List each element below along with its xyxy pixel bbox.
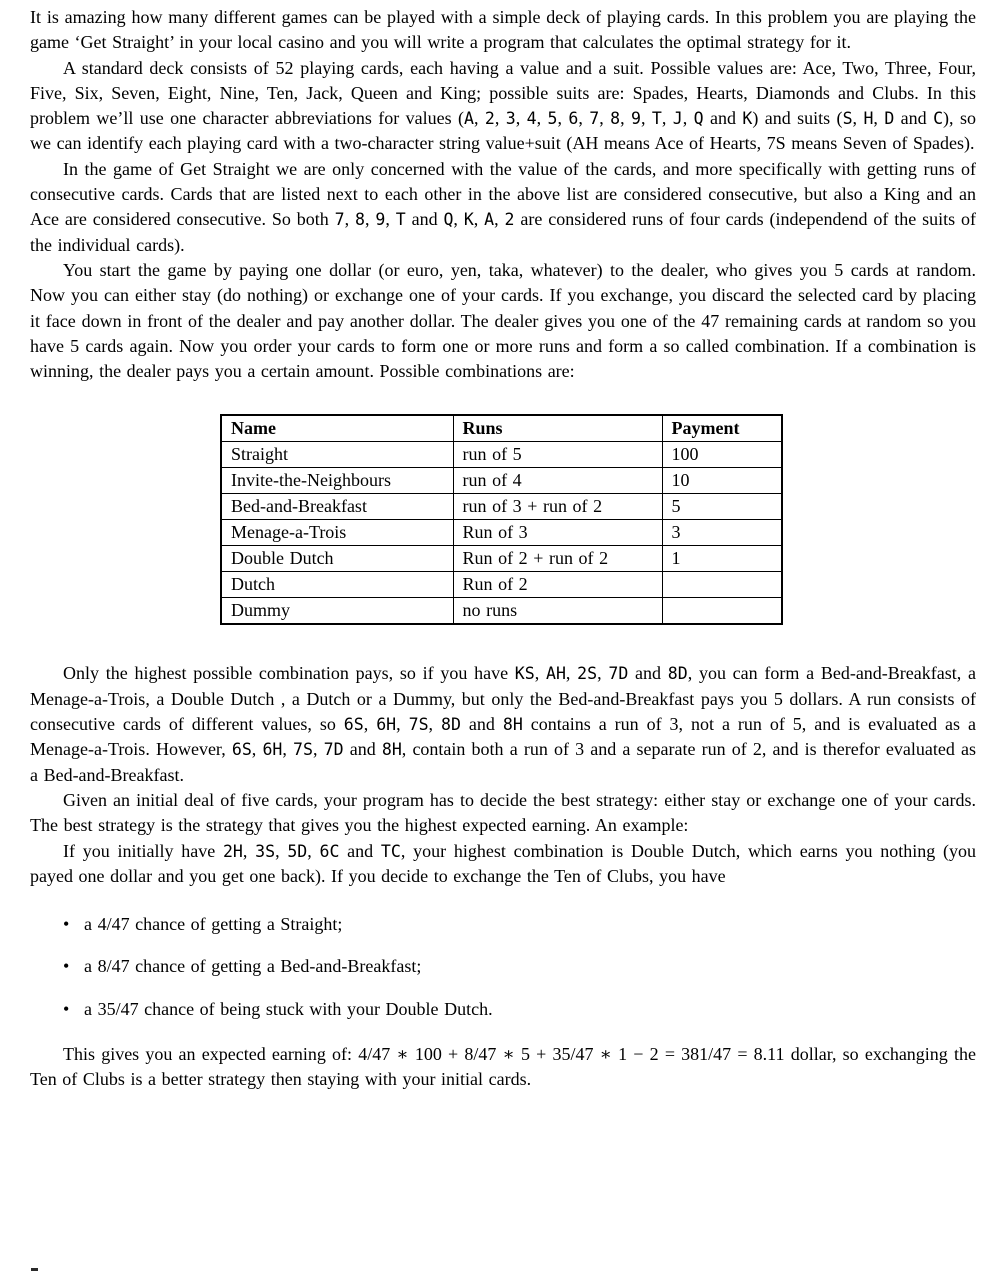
cell-runs: no runs xyxy=(453,598,662,625)
card-code: K xyxy=(742,109,753,129)
card-code: 8H xyxy=(381,740,402,760)
text-run: , xyxy=(344,209,356,230)
card-code: 3 xyxy=(505,109,516,129)
card-code: S xyxy=(842,109,853,129)
text-run: Only the highest possible combination pays, so if you have xyxy=(63,663,515,684)
card-code: 5D xyxy=(287,841,308,861)
card-code: 9 xyxy=(631,109,641,129)
text-run: , xyxy=(494,108,506,129)
clipped-next-section-glyph xyxy=(31,1268,38,1271)
card-code: 2 xyxy=(484,109,495,129)
text-run: , xyxy=(852,108,864,129)
list-item: • a 35/47 chance of being stuck with your Double Dutch. xyxy=(30,997,976,1022)
cell-name: Straight xyxy=(221,442,453,468)
text-run: In the game of Get Straight we are only concerned with the value of the cards, and more specifically with getting runs of consecutive cards. Cards that are listed next to each other in the above list are considered consecutive, but also a King and an Ace are considered consecutive. So both xyxy=(30,158,976,230)
text-run: , xyxy=(363,714,377,735)
card-code: 2 xyxy=(504,210,515,230)
text-run: , xyxy=(453,209,464,230)
cell-name: Invite-the-Neighbours xyxy=(221,468,453,494)
cell-payment: 3 xyxy=(662,520,782,546)
card-code: 6S xyxy=(231,740,252,760)
text-run: and xyxy=(460,714,503,735)
card-code: 2H xyxy=(222,841,243,861)
cell-payment xyxy=(662,598,782,625)
text-run: , xyxy=(578,108,590,129)
text-run: , xyxy=(536,108,548,129)
card-code: 3S xyxy=(255,841,276,861)
text-run: , xyxy=(364,209,376,230)
card-code: 5 xyxy=(547,109,558,129)
card-code: 8D xyxy=(441,715,461,735)
text-run: and xyxy=(628,663,668,684)
text-run: , xyxy=(494,209,505,230)
text-run: , xyxy=(873,108,885,129)
card-code: 4 xyxy=(526,109,537,129)
text-run: Given an initial deal of five cards, your program has to decide the best strategy: either stay or exchange one of your cards. The best strategy is the strategy that gives you the highest expected earning. An example: xyxy=(30,789,976,836)
text-run: and xyxy=(894,108,934,129)
cell-name: Bed-and-Breakfast xyxy=(221,494,453,520)
card-code: H xyxy=(863,109,874,129)
cell-runs: Run of 2 xyxy=(453,572,662,598)
card-code: 7D xyxy=(323,740,344,760)
text-run: , xyxy=(515,108,527,129)
list-item: • a 4/47 chance of getting a Straight; xyxy=(30,912,976,937)
card-code: T xyxy=(395,210,406,230)
combinations-table-head xyxy=(221,415,782,442)
cell-payment: 1 xyxy=(662,546,782,572)
text-run: and xyxy=(405,209,444,230)
paragraph xyxy=(30,56,976,157)
card-code: Q xyxy=(693,109,704,129)
table-row xyxy=(221,494,782,520)
paragraph xyxy=(30,1042,976,1093)
text-run: , xyxy=(428,714,442,735)
card-code: KS xyxy=(514,664,535,684)
card-code: 7S xyxy=(408,715,429,735)
text-run: This gives you an expected earning of: 4/47 ∗ 100 + 8/47 ∗ 5 + 35/47 ∗ 1 − 2 = 381/47 = 8.11 dollar, so exchanging the Ten of Clubs is a better strategy then staying with your initial cards. xyxy=(30,1044,976,1090)
cell-runs: run of 5 xyxy=(453,442,662,468)
text-run: , xyxy=(396,714,409,735)
text-run: , xyxy=(312,739,324,760)
problem-statement xyxy=(30,5,976,1093)
after-table-paragraphs xyxy=(30,661,976,889)
text-run: You start the game by paying one dollar (or euro, yen, taka, whatever) to the dealer, who gives you 5 cards at random. Now you can either stay (do nothing) or exchange one of your cards. If you exchange, you discard the selected card by placing it face down in front of the dealer and pay another dollar. The dealer gives you one of the 47 remaining cards at random so you have 5 cards again. Now you order your cards to form one or more runs and form a so called combination. If a combination is winning, the dealer pays you a certain amount. Possible combinations are: xyxy=(30,259,976,382)
text-run: , xyxy=(597,663,609,684)
text-run: , xyxy=(661,108,673,129)
card-code: 2S xyxy=(577,664,598,684)
cell-payment: 100 xyxy=(662,442,782,468)
combinations-table-body xyxy=(221,442,782,625)
card-code: 7 xyxy=(334,210,345,230)
text-run: ) and suits ( xyxy=(752,108,843,129)
column-header-payment: Payment xyxy=(662,415,782,442)
paragraph xyxy=(30,661,976,787)
text-run: and xyxy=(703,108,743,129)
text-run: A standard deck consists of 52 playing cards, each having a value and a suit. Possible values are: Ace, Two, Three, Four, Five, Six, Seven, Eight, Nine, Ten, Jack, Queen and King; possible suits are: Spades, Hearts, Diamonds and Clubs. In this problem we’ll use one character abbreviations for values ( xyxy=(30,57,976,129)
table-row xyxy=(221,468,782,494)
cell-payment xyxy=(662,572,782,598)
card-code: K xyxy=(463,210,474,230)
text-run: , xyxy=(565,663,578,684)
cell-payment: 5 xyxy=(662,494,782,520)
column-header-runs: Runs xyxy=(453,415,662,442)
card-code: Q xyxy=(443,210,454,230)
text-run: ), so we can identify each playing card with a two-character string value+suit (AH means Ace of Hearts, 7S means Seven of Spades). xyxy=(30,108,976,154)
cell-name: Dutch xyxy=(221,572,453,598)
cell-runs: run of 3 + run of 2 xyxy=(453,494,662,520)
text-run: and xyxy=(343,739,382,760)
card-code: T xyxy=(651,109,662,129)
text-run: , xyxy=(682,108,694,129)
card-code: C xyxy=(933,109,944,129)
card-code: 8 xyxy=(355,210,365,230)
cell-name: Dummy xyxy=(221,598,453,625)
card-code: 8D xyxy=(667,664,688,684)
text-run: and xyxy=(339,840,381,861)
cell-runs: Run of 3 xyxy=(453,520,662,546)
text-run: If you initially have xyxy=(63,840,223,861)
paragraph xyxy=(30,839,976,890)
card-code: 6 xyxy=(568,109,579,129)
text-run: , xyxy=(599,108,611,129)
closing-paragraphs xyxy=(30,1042,976,1093)
paragraph xyxy=(30,788,976,839)
cell-name: Menage-a-Trois xyxy=(221,520,453,546)
table-row xyxy=(221,520,782,546)
text-run: , your highest combination is Double Dutch, which earns you nothing (you payed one dollar and you get one back). If you decide to exchange the Ten of Clubs, you have xyxy=(30,840,976,886)
table-header-row xyxy=(221,415,782,442)
card-code: J xyxy=(672,109,683,129)
card-code: AH xyxy=(545,664,566,684)
paragraph xyxy=(30,258,976,384)
text-run: , xyxy=(620,108,632,129)
card-code: 8 xyxy=(610,109,621,129)
card-code: 7 xyxy=(589,109,600,129)
cell-name: Double Dutch xyxy=(221,546,453,572)
list-item: • a 8/47 chance of getting a Bed-and-Breakfast; xyxy=(30,954,976,979)
table-row xyxy=(221,572,782,598)
text-run: , xyxy=(640,108,652,129)
text-run: It is amazing how many different games can be played with a simple deck of playing cards. In this problem you are playing the game ‘Get Straight’ in your local casino and you will write a program that calculates the optimal strategy for it. xyxy=(30,7,976,53)
card-code: A xyxy=(484,210,495,230)
text-run: , xyxy=(557,108,569,129)
card-code: D xyxy=(884,109,895,129)
combinations-table xyxy=(220,414,783,625)
text-run: , xyxy=(473,209,485,230)
text-run: , xyxy=(282,739,294,760)
card-code: 6C xyxy=(319,841,340,861)
text-run: , xyxy=(307,840,320,861)
intro-paragraphs xyxy=(30,5,976,384)
card-code: 6S xyxy=(343,715,364,735)
paragraph xyxy=(30,5,976,56)
text-run: , xyxy=(242,840,256,861)
cell-payment: 10 xyxy=(662,468,782,494)
chance-list xyxy=(30,912,976,1022)
card-code: 7D xyxy=(608,664,629,684)
text-run: contains a run of 3, not a run of 5, and is evaluated as a Menage-a-Trois. However, xyxy=(30,714,976,760)
card-code: A xyxy=(464,109,474,129)
paragraph xyxy=(30,157,976,258)
card-code: 6H xyxy=(262,740,283,760)
table-row xyxy=(221,546,782,572)
card-code: TC xyxy=(380,841,401,861)
text-run: , xyxy=(251,739,263,760)
text-run: , xyxy=(534,663,546,684)
text-run: , xyxy=(275,840,288,861)
card-code: 6H xyxy=(376,715,397,735)
text-run: , contain both a run of 3 and a separate run of 2, and is therefor evaluated as a Bed-and-Breakfast. xyxy=(30,739,977,785)
cell-runs: run of 4 xyxy=(453,468,662,494)
card-code: 7S xyxy=(293,740,313,760)
text-run: , you can form a Bed-and-Breakfast, a Menage-a-Trois, a Double Dutch , a Dutch or a Dummy, but only the Bed-and-Breakfast pays you 5 dollars. A run consists of consecutive cards of different values, so xyxy=(30,663,976,735)
table-row xyxy=(221,442,782,468)
text-run: , xyxy=(385,209,396,230)
card-code: 8H xyxy=(502,715,523,735)
table-row xyxy=(221,598,782,625)
column-header-name: Name xyxy=(221,415,453,442)
text-run: , xyxy=(473,108,485,129)
cell-runs: Run of 2 + run of 2 xyxy=(453,546,662,572)
card-code: 9 xyxy=(375,210,386,230)
text-run: are considered runs of four cards (independend of the suits of the individual cards). xyxy=(30,209,976,255)
